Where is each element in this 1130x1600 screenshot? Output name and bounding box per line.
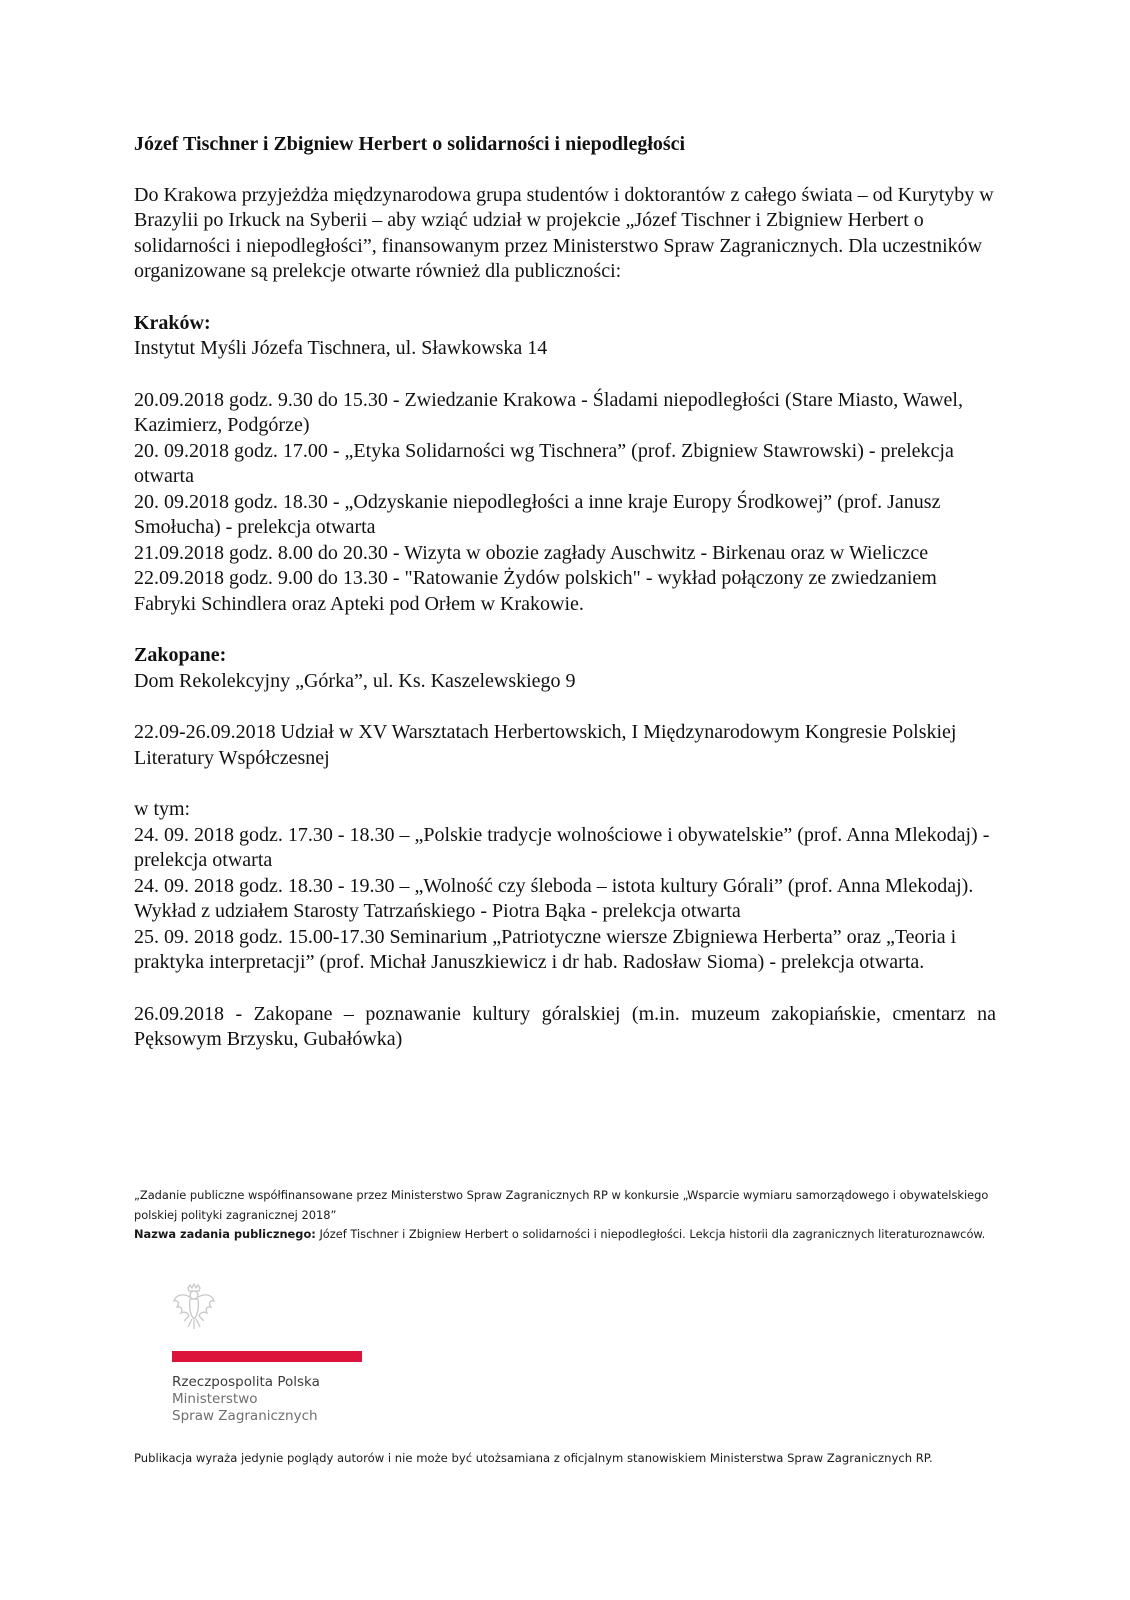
zakopane-event: 24. 09. 2018 godz. 18.30 - 19.30 – „Wolność czy śleboda – istota kultury Górali” (prof. Anna Mlekodaj). Wykład z udziałem Starosty Tatrzańskiego - Piotra Bąka - prelekcja otwarta: [134, 874, 974, 922]
krakow-event: 22.09.2018 godz. 9.00 do 13.30 - "Ratowanie Żydów polskich" - wykład połączony ze zwiedzaniem Fabryki Schindlera oraz Apteki pod Orłem w Krakowie.: [134, 567, 937, 615]
logo-line-3: Spraw Zagranicznych: [172, 1408, 318, 1424]
red-bar: [172, 1351, 362, 1362]
logo-text: [172, 1374, 320, 1425]
zakopane-event: 24. 09. 2018 godz. 17.30 - 18.30 – „Polskie tradycje wolnościowe i obywatelskie” (prof. Anna Mlekodaj) - prelekcja otwarta: [134, 823, 990, 871]
ministry-logo: [172, 1283, 372, 1433]
disclaimer: Publikacja wyraża jedynie poglądy autorów i nie może być utożsamiana z oficjalnym stanowiskiem Ministerstwa Spraw Zagranicznych RP.: [134, 1451, 933, 1465]
document-title: Józef Tischner i Zbigniew Herbert o solidarności i niepodległości: [134, 133, 686, 155]
funding-footer: [134, 1186, 994, 1245]
polish-eagle-icon: [172, 1283, 216, 1331]
krakow-event: 21.09.2018 godz. 8.00 do 20.30 - Wizyta w obozie zagłady Auschwitz - Birkenau oraz w Wieliczce: [134, 541, 929, 564]
zakopane-heading: Zakopane:: [134, 644, 227, 666]
logo-line-2: Ministerstwo: [172, 1391, 258, 1407]
logo-line-1: Rzeczpospolita Polska: [172, 1374, 320, 1390]
zakopane-congress: 22.09-26.09.2018 Udział w XV Warsztatach Herbertowskich, I Międzynarodowym Kongresie Polskiej Literatury Współczesnej: [134, 721, 957, 769]
krakow-heading: Kraków:: [134, 311, 211, 334]
zakopane-final-event: 26.09.2018 - Zakopane – poznawanie kultury góralskiej (m.in. muzeum zakopiańskie, cmentarz na Pęksowym Brzysku, Gubałówka): [134, 1002, 996, 1050]
zakopane-including: w tym:: [134, 798, 191, 820]
zakopane-event: 25. 09. 2018 godz. 15.00-17.30 Seminarium „Patriotyczne wiersze Zbigniewa Herberta” oraz „Teoria i praktyka interpretacji” (prof. Michał Januszkiewicz i dr hab. Radosław Sioma) - prelekcja otwarta.: [134, 925, 957, 973]
krakow-venue: Instytut Myśli Józefa Tischnera, ul. Sławkowska 14: [134, 337, 548, 359]
funding-note: „Zadanie publiczne współfinansowane przez Ministerstwo Spraw Zagranicznych RP w konkursie „Wsparcie wymiaru samorządowego i obywatelskiego polskiej polityki zagranicznej 2018”: [134, 1188, 989, 1222]
krakow-event: 20. 09.2018 godz. 17.00 - „Etyka Solidarności wg Tischnera” (prof. Zbigniew Stawrowski) - prelekcja otwarta: [134, 439, 954, 487]
task-name-line: [134, 1225, 994, 1245]
zakopane-venue: Dom Rekolekcyjny „Górka”, ul. Ks. Kaszelewskiego 9: [134, 669, 576, 692]
krakow-event: 20. 09.2018 godz. 18.30 - „Odzyskanie niepodległości a inne kraje Europy Środkowej” (prof. Janusz Smołucha) - prelekcja otwarta: [134, 490, 941, 538]
krakow-event: 20.09.2018 godz. 9.30 do 15.30 - Zwiedzanie Krakowa - Śladami niepodległości (Stare Miasto, Wawel, Kazimierz, Podgórze): [134, 388, 963, 436]
intro-paragraph: Do Krakowa przyjeżdża międzynarodowa grupa studentów i doktorantów z całego świata – od Kurytyby w Brazylii po Irkuck na Syberii – aby wziąć udział w projekcie „Józef Tischner i Zbigniew Herbert o solidarności i niepodległości”, finansowanym przez Ministerstwo Spraw Zagranicznych. Dla uczestników organizowane są prelekcje otwarte również dla publiczności:: [134, 183, 994, 282]
document-body: [134, 132, 996, 1053]
task-name-label: Nazwa zadania publicznego:: [134, 1227, 316, 1241]
task-name-value: Józef Tischner i Zbigniew Herbert o solidarności i niepodległości. Lekcja historii dla zagranicznych literaturoznawców.: [315, 1227, 986, 1241]
